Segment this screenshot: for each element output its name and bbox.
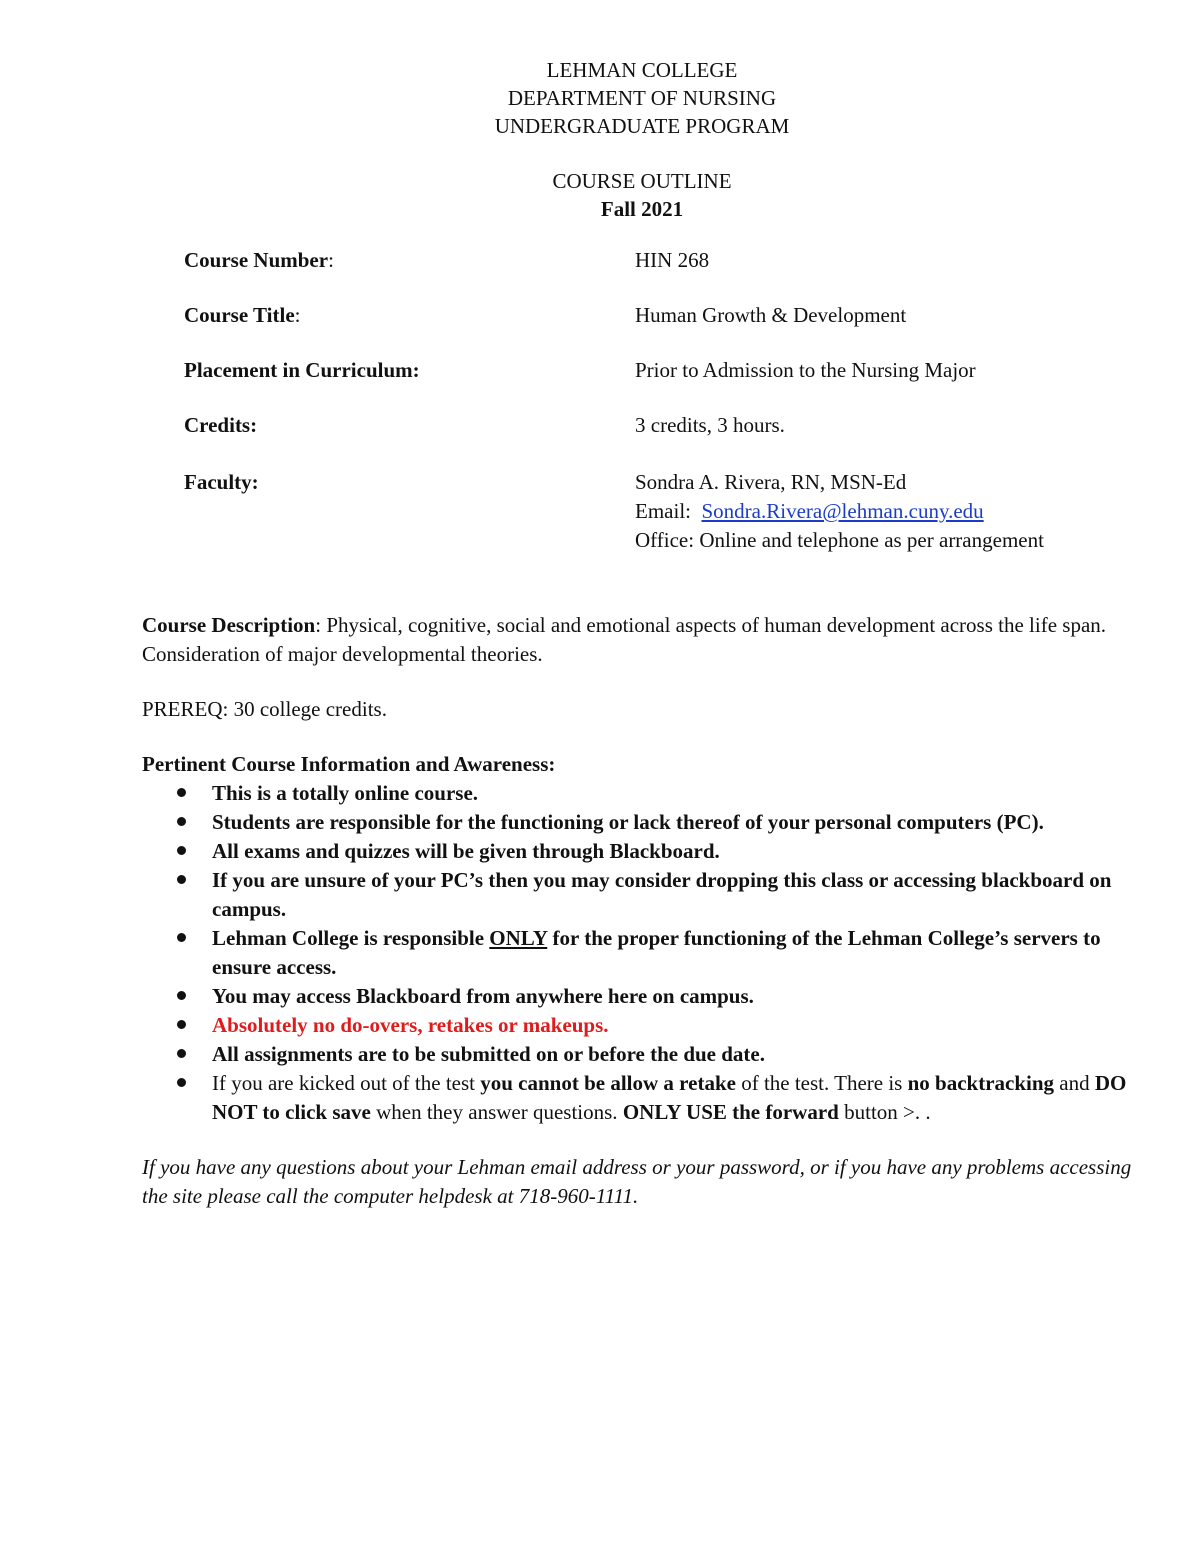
placement-value: Prior to Admission to the Nursing Major — [635, 358, 976, 382]
list-item: Lehman College is responsible ONLY for the proper functioning of the Lehman College’s servers to ensure access. — [142, 924, 1142, 982]
course-title-label: Course Title — [184, 303, 295, 327]
document-header — [0, 56, 1200, 223]
course-info-table — [184, 246, 1144, 581]
faculty-label: Faculty: — [184, 470, 259, 494]
list-item: If you are kicked out of the test you cannot be allow a retake of the test. There is no backtracking and DO NOT to click save when they answer questions. ONLY USE the forward button >. . — [142, 1069, 1142, 1127]
list-item: Students are responsible for the functioning or lack thereof of your personal computers (PC). — [142, 808, 1142, 837]
credits-row — [184, 411, 1144, 440]
credits-value: 3 credits, 3 hours. — [635, 413, 785, 437]
bullet-icon — [177, 1078, 186, 1087]
bullet-icon — [177, 846, 186, 855]
list-item: All assignments are to be submitted on or before the due date. — [142, 1040, 1142, 1069]
bullet-icon — [177, 991, 186, 1000]
bullet-icon — [177, 817, 186, 826]
course-number-row: Course Number: HIN 268 — [184, 246, 1144, 275]
office-info: Office: Online and telephone as per arrangement — [635, 528, 1044, 552]
department-name: DEPARTMENT OF NURSING — [507, 86, 777, 110]
program-name: UNDERGRADUATE PROGRAM — [494, 114, 790, 138]
faculty-email-link[interactable]: Sondra.Rivera@lehman.cuny.edu — [701, 499, 984, 523]
term: Fall 2021 — [600, 197, 684, 221]
prerequisite: PREREQ: 30 college credits. — [142, 697, 387, 721]
placement-row — [184, 356, 1144, 385]
list-item: All exams and quizzes will be given through Blackboard. — [142, 837, 1142, 866]
list-item: You may access Blackboard from anywhere here on campus. — [142, 982, 1142, 1011]
document-body — [142, 611, 1142, 1211]
bullet-icon — [177, 788, 186, 797]
course-description-label: Course Description — [142, 613, 316, 637]
credits-label: Credits: — [184, 413, 258, 437]
course-title-value: Human Growth & Development — [635, 303, 907, 327]
placement-label: Placement in Curriculum: — [184, 358, 420, 382]
course-number-value: HIN 268 — [635, 248, 710, 272]
email-label: Email: — [635, 499, 691, 523]
list-item: If you are unsure of your PC’s then you may consider dropping this class or accessing blackboard on campus. — [142, 866, 1142, 924]
pertinent-info-list — [142, 779, 1142, 1127]
course-description-text: : Physical, cognitive, social and emotional aspects of human development across the life span. Consideration of major developmental theories. — [142, 613, 1107, 666]
list-item: This is a totally online course. — [142, 779, 1142, 808]
faculty-name: Sondra A. Rivera, RN, MSN-Ed — [635, 470, 907, 494]
course-description — [142, 611, 1142, 669]
college-name: LEHMAN COLLEGE — [546, 58, 738, 82]
bullet-icon — [177, 933, 186, 942]
document-title: COURSE OUTLINE — [552, 169, 732, 193]
warning-list-item: Absolutely no do-overs, retakes or makeups. — [142, 1011, 1142, 1040]
course-title-row: Course Title: Human Growth & Development — [184, 301, 1144, 330]
bullet-icon — [177, 1049, 186, 1058]
bullet-icon — [177, 1020, 186, 1029]
helpdesk-note: If you have any questions about your Lehman email address or your password, or if you have any problems accessing the site please call the computer helpdesk at 718-960-1111. — [142, 1155, 1132, 1208]
bullet-icon — [177, 875, 186, 884]
faculty-row — [184, 468, 1144, 555]
course-number-label: Course Number — [184, 248, 329, 272]
pertinent-info-heading: Pertinent Course Information and Awareness: — [142, 752, 556, 776]
